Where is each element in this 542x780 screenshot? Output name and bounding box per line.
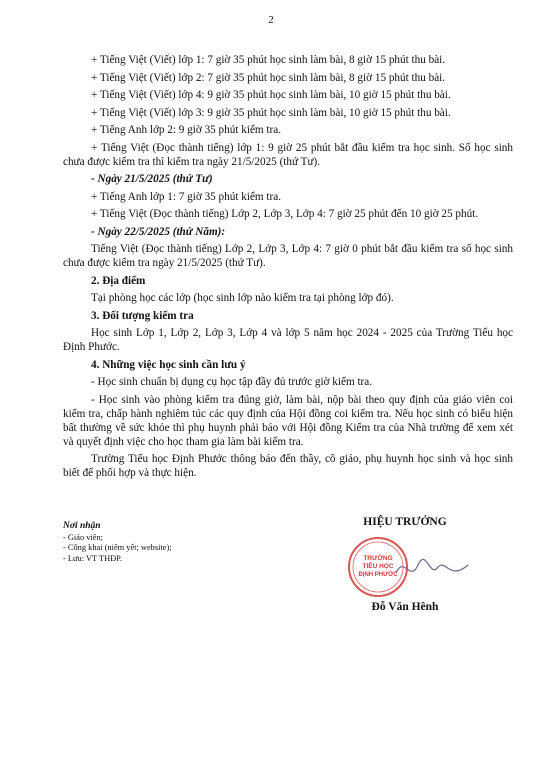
stamp-line-2: TIỂU HỌC [362,563,394,570]
paragraph: + Tiếng Việt (Viết) lớp 3: 9 giờ 35 phút học sinh làm bài, 10 giờ 15 phút thu bài. [91,106,451,119]
section-heading: 3. Đối tượng kiểm tra [91,309,194,322]
page-number: 2 [268,14,274,26]
paragraph: + Tiếng Việt (Viết) lớp 1: 7 giờ 35 phút học sinh làm bài, 8 giờ 15 phút thu bài. [91,54,446,66]
paragraph: + Tiếng Anh lớp 2: 9 giờ 35 phút kiểm tra. [91,124,282,136]
recipient-item: - Giáo viên; [63,532,104,542]
date-heading: - Ngày 22/5/2025 (thứ Năm): [91,225,226,238]
stamp-line-3: ĐỊNH PHƯỚC [358,572,398,578]
stamp-graphic [338,535,478,597]
paragraph: + Tiếng Việt (Đọc thành tiếng) lớp 1: 9 giờ 25 phút bắt đầu kiểm tra học sinh. Số học sinh chưa được kiểm tra thì kiểm tra ngày 21/5/2025 (thứ Tư). [63,141,513,168]
paragraph: + Tiếng Việt (Viết) lớp 4: 9 giờ 35 phút học sinh làm bài, 10 giờ 15 phút thu bài. [91,89,451,101]
paragraph: + Tiếng Việt (Đọc thành tiếng) Lớp 2, Lớp 3, Lớp 4: 7 giờ 25 phút đến 10 giờ 25 phút. [91,208,479,220]
paragraph: - Học sinh vào phòng kiểm tra đúng giờ, làm bài, nộp bài theo quy định của giáo viên coi kiểm tra, chấp hành nghiêm túc các quy định của Hội đồng coi kiểm tra. Nếu học sinh có biểu hiện bất thường về sức khỏe thì phụ huynh phải báo với Hội đồng Kiểm tra của Nhà trường để xem xét và quyết định việc cho học tham gia làm bài kiểm tra. [63,393,513,448]
paragraph: + Tiếng Việt (Viết) lớp 2: 7 giờ 35 phút học sinh làm bài, 8 giờ 15 phút thu bài. [91,71,446,84]
signer-name: Đỗ Văn Hênh [371,601,439,613]
recipients-block [63,521,243,564]
signer-role: HIỆU TRƯỞNG [363,516,447,528]
paragraph: Tiếng Việt (Đọc thành tiếng) Lớp 2, Lớp 3, Lớp 4: 7 giờ 0 phút bắt đầu kiểm tra số học sinh chưa được kiểm tra ngày 21/5/2025 (thứ Tư). [63,243,513,269]
recipient-item: - Lưu: VT THĐP. [63,553,122,563]
document-body [63,53,513,484]
paragraph: + Tiếng Anh lớp 1: 7 giờ 35 phút kiểm tra. [91,190,282,203]
paragraph: Học sinh Lớp 1, Lớp 2, Lớp 3, Lớp 4 và lớp 5 năm học 2024 - 2025 của Trường Tiểu học Định Phước. [63,327,513,353]
section-heading: 2. Địa điểm [91,274,146,287]
school-stamp [338,535,478,597]
paragraph: Tại phòng học các lớp (học sinh lớp nào kiểm tra tại phòng lớp đó). [91,292,394,304]
recipients-title: Nơi nhận [63,521,101,531]
paragraph: - Học sinh chuẩn bị dụng cụ học tập đầy đủ trước giờ kiểm tra. [91,376,373,388]
paragraph: Trường Tiểu học Định Phước thông báo đến thầy, cô giáo, phụ huynh học sinh và học sinh biết để phối hợp và thực hiện. [63,453,513,479]
date-heading: - Ngày 21/5/2025 (thứ Tư) [91,173,213,185]
signature-block [330,515,480,613]
stamp-line-1: TRƯỜNG [363,555,393,562]
recipient-item: - Công khai (niêm yết; website); [63,543,172,552]
section-heading: 4. Những việc học sinh cần lưu ý [91,358,246,371]
